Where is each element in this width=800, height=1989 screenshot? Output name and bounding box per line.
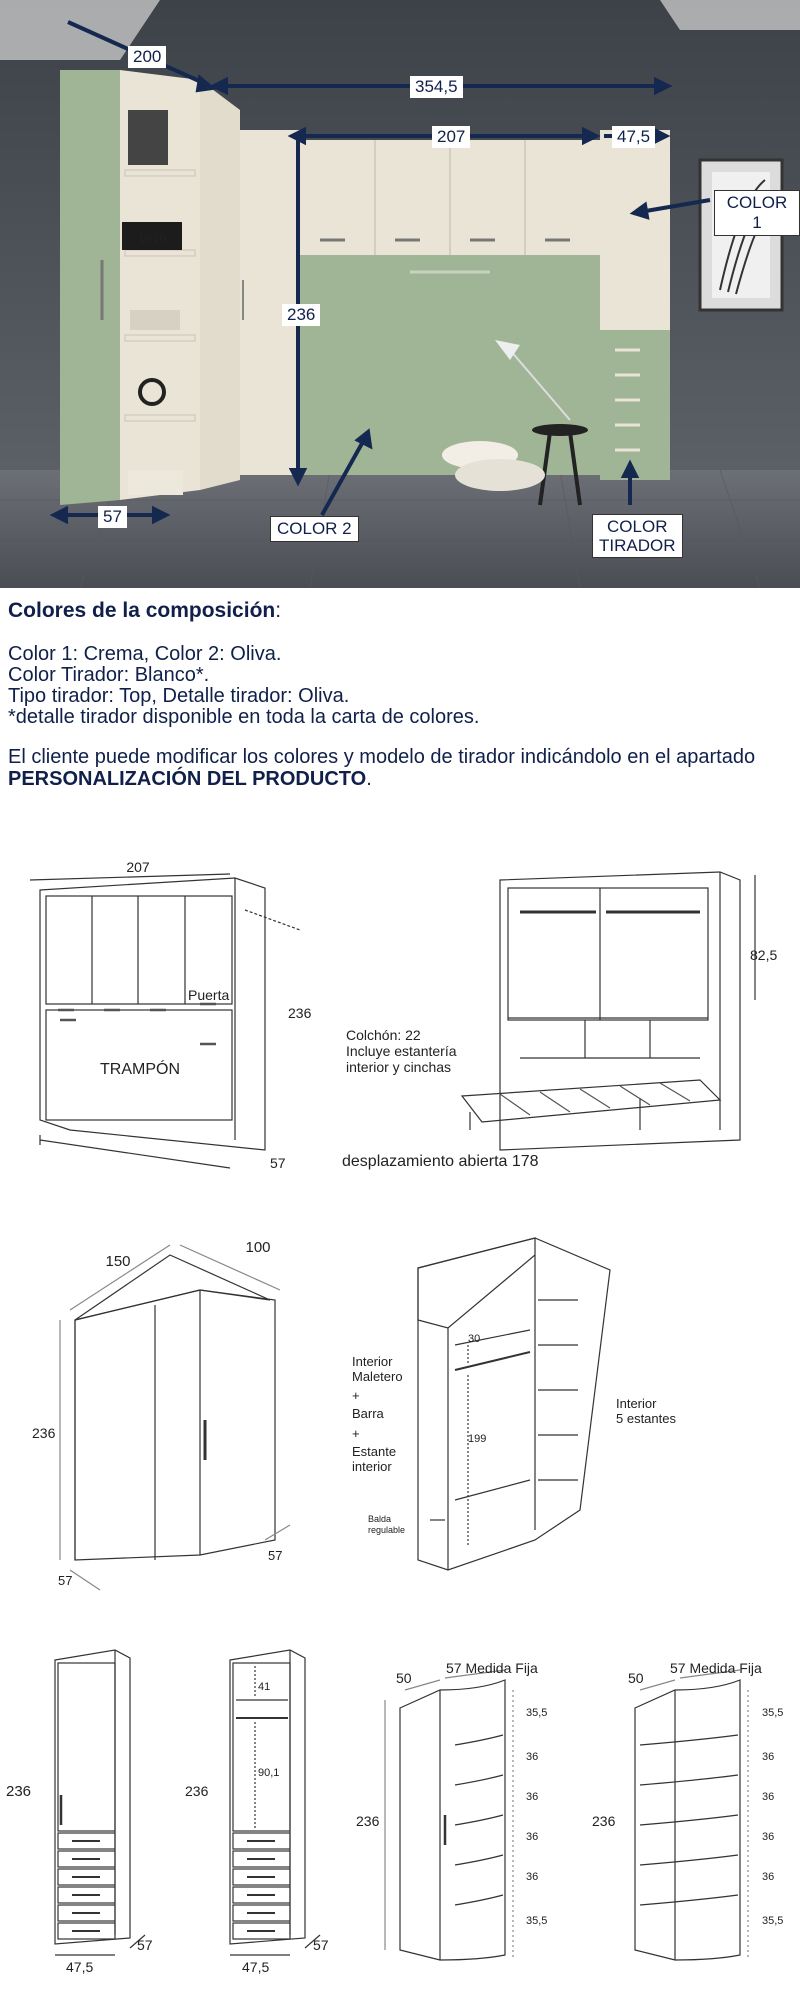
terminal-door-drawing	[385, 1670, 513, 1960]
composition-heading-text: Colores de la composición	[8, 599, 276, 622]
column2-height-label: 236	[185, 1783, 209, 1799]
color-line-4: *detalle tirador disponible en toda la carta de colores.	[8, 706, 480, 728]
color-line-1: Color 1: Crema, Color 2: Oliva.	[8, 643, 282, 665]
t2-shelf-2: 36	[762, 1791, 775, 1803]
interior-right-0: Interior	[616, 1396, 657, 1411]
corner-height-label: 236	[32, 1425, 56, 1441]
interior-left-1: Maletero	[352, 1369, 403, 1384]
corner-wardrobe-closed	[60, 1245, 290, 1590]
corner-depth-a: 57	[58, 1573, 73, 1588]
desplazamiento-label: desplazamiento abierta 178	[342, 1153, 539, 1170]
t1-shelf-4: 36	[526, 1871, 539, 1883]
bed-front-drawing	[30, 874, 300, 1168]
interior-left-5: Estante	[352, 1444, 397, 1459]
technical-drawings	[0, 830, 800, 1984]
interior-right-1: 5 estantes	[616, 1411, 676, 1426]
colchon-label: Colchón: 22	[346, 1027, 421, 1043]
bed-depth-label: 57	[270, 1155, 286, 1171]
callout-tirador-line2: TIRADOR	[599, 536, 676, 555]
column2-901-label: 90,1	[258, 1767, 280, 1779]
customization-end: .	[366, 768, 372, 790]
terminal1-shelf-dims	[526, 1707, 547, 1927]
incluye-line1: Incluye estantería	[346, 1043, 457, 1059]
dim-207: 207	[432, 126, 470, 148]
column2-width-label: 47,5	[242, 1959, 270, 1975]
balda-label-2: regulable	[368, 1525, 406, 1535]
dim-47: 47,5	[612, 126, 655, 148]
clock-display: 10:10	[138, 233, 166, 245]
corner-100-label: 100	[245, 1239, 271, 1256]
t2-shelf-5: 35,5	[762, 1915, 784, 1927]
t1-shelf-1: 36	[526, 1751, 539, 1763]
t2-shelf-0: 35,5	[762, 1707, 784, 1719]
terminal-open-drawing	[635, 1670, 748, 1960]
interior-left-labels	[352, 1354, 403, 1474]
composition-colors-text	[8, 596, 792, 790]
callout-color1: COLOR 1	[714, 190, 800, 236]
t2-shelf-1: 36	[762, 1751, 775, 1763]
composition-heading	[8, 596, 792, 626]
t2-shelf-4: 36	[762, 1871, 775, 1883]
t1-shelf-0: 35,5	[526, 1707, 548, 1719]
bed-width-label: 207	[126, 859, 150, 875]
terminal1-medida-label: 57 Medida Fija	[446, 1660, 538, 1676]
composition-heading-colon: :	[275, 599, 282, 622]
room-illustration	[0, 0, 800, 588]
callout-color-tirador	[592, 514, 683, 558]
corner-30-label: 30	[468, 1333, 481, 1345]
bed-open-drawing	[462, 872, 755, 1150]
dim-236: 236	[282, 304, 320, 326]
t1-shelf-5: 35,5	[526, 1915, 548, 1927]
balda-label-1: Balda	[368, 1514, 392, 1524]
puerta-label: Puerta	[188, 987, 230, 1003]
terminal2-50-label: 50	[628, 1670, 644, 1686]
column-closed-drawing	[55, 1650, 145, 1955]
interior-left-2: +	[352, 1388, 360, 1403]
interior-left-6: interior	[352, 1459, 392, 1474]
t2-shelf-3: 36	[762, 1831, 775, 1843]
column1-width-label: 47,5	[66, 1959, 94, 1975]
column1-height-label: 236	[6, 1783, 32, 1800]
customization-text: El cliente puede modificar los colores y modelo de tirador indicándolo en el apartado	[8, 746, 756, 768]
bed-height-label: 236	[288, 1005, 312, 1021]
column-open-drawing	[230, 1650, 320, 1955]
dim-354: 354,5	[410, 76, 463, 98]
terminal1-50-label: 50	[396, 1670, 412, 1686]
terminal2-shelf-dims	[762, 1707, 783, 1927]
drawings-svg	[0, 830, 800, 1984]
personalizacion-label: PERSONALIZACIÓN DEL PRODUCTO	[8, 768, 367, 790]
interior-left-3: Barra	[352, 1406, 384, 1421]
column2-depth-label: 57	[313, 1937, 329, 1953]
callout-color2: COLOR 2	[270, 516, 359, 542]
customization-paragraph	[8, 746, 788, 790]
terminal2-medida-label: 57 Medida Fija	[670, 1660, 762, 1676]
corner-wardrobe-open	[418, 1238, 610, 1570]
terminal1-height-label: 236	[356, 1813, 380, 1829]
trampon-label: TRAMPÓN	[100, 1061, 180, 1078]
corner-depth-b: 57	[268, 1548, 283, 1563]
t1-shelf-3: 36	[526, 1831, 539, 1843]
dim-57: 57	[98, 506, 127, 528]
product-photo	[0, 0, 800, 588]
color-line-3: Tipo tirador: Top, Detalle tirador: Oliva.	[8, 685, 350, 707]
interior-left-0: Interior	[352, 1354, 393, 1369]
interior-left-4: +	[352, 1426, 360, 1441]
corner-199-label: 199	[468, 1433, 487, 1445]
corner-150-label: 150	[105, 1253, 131, 1270]
incluye-line2: interior y cinchas	[346, 1059, 452, 1075]
callout-tirador-line1: COLOR	[607, 517, 668, 536]
t1-shelf-2: 36	[526, 1791, 539, 1803]
bed-open-height-label: 82,5	[750, 947, 778, 963]
terminal2-height-label: 236	[592, 1813, 616, 1829]
column2-41-label: 41	[258, 1681, 271, 1693]
dim-200: 200	[128, 46, 166, 68]
color-line-2: Color Tirador: Blanco*.	[8, 664, 210, 686]
column1-depth-label: 57	[137, 1937, 153, 1953]
